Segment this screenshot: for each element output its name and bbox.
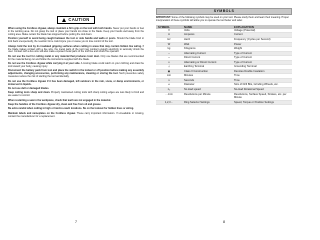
caution-label: CAUTION: [68, 17, 90, 22]
safety-paragraph-text: Properly maintained cutting tools with sharp cutting edges are less likely to bind and are easier to control.: [8, 91, 144, 98]
symbol-cell: V: [156, 29, 182, 33]
intro-important: IMPORTANT:: [156, 16, 171, 19]
name-cell: Kilograms: [182, 47, 232, 52]
safety-paragraph-text: These carry important information. If unreadable or missing, contact the manufacturer for a replacement.: [8, 111, 145, 118]
explanation-cell: Type of Current: [232, 60, 292, 65]
symbol-cell: min: [156, 74, 182, 79]
symbol-cell: s: [156, 78, 182, 83]
safety-paragraph-lead: Position yourself to avoid being caught between the tool or side handle and walls or posts.: [8, 37, 117, 41]
table-row: [156, 92, 292, 100]
warning-triangle-icon: [62, 18, 66, 22]
safety-paragraph-lead: Always hold the tool by its insulated gripping surfaces when cutting in areas that may contain hidden live wiring.: [8, 44, 142, 48]
safety-paragraph-lead: Maintain labels and nameplates on the Cordless Jigsaw.: [8, 111, 76, 115]
symbol-cell: ⌀: [156, 83, 182, 88]
safety-paragraph-text: A moving blade could catch on your clothing and draw the tool toward your body, causing injury.: [8, 62, 144, 69]
safety-paragraph-text: Such preventive safety measures reduce the risk of starting the tool accidentally.: [8, 72, 144, 79]
explanation-cell: No-load Rotational Speed: [232, 88, 292, 93]
symbols-intro: [156, 17, 292, 23]
explanation-cell: Weight: [232, 47, 292, 52]
safety-paragraph-lead: Do not use the Cordless Jigsaw if it has been damaged, left outdoors in the rain, snow, or damp environments, or immersed in liquids.: [8, 79, 144, 86]
safety-paragraph-lead: When using the Cordless Jigsaw, always maintain a firm grip on the tool with both hands.: [8, 27, 113, 30]
safety-paragraph: [8, 81, 144, 87]
safety-paragraph: [8, 70, 144, 79]
safety-paragraph-lead: Do not use the Cordless Jigsaw while carrying it at your side.: [8, 62, 81, 66]
symbol-cell: n₀: [156, 88, 182, 93]
name-cell: Watt: [182, 42, 232, 47]
symbol-cell: …/min: [156, 92, 182, 100]
symbol-cell: ≂: [156, 60, 182, 65]
explanation-cell: Type of Current: [232, 56, 292, 61]
safety-paragraph: [8, 63, 144, 69]
name-cell: Amperes: [182, 33, 232, 38]
safety-paragraph-text: Should the blade bind or kick back unexpectedly, the reaction force could injure you or cause you to lose control of the tool.: [8, 37, 144, 44]
name-cell: Class II Construction: [182, 69, 232, 74]
name-cell: Hertz: [182, 38, 232, 43]
column-header-name: NAME: [182, 25, 232, 29]
explanation-cell: Type of Current: [232, 51, 292, 56]
safety-paragraph: [8, 92, 144, 98]
right-page: [156, 8, 292, 224]
explanation-cell: Power: [232, 42, 292, 47]
symbol-cell: A: [156, 33, 182, 38]
safety-paragraph-lead: Keep cutting tools sharp and clean.: [8, 91, 51, 95]
explanation-cell: Grounding Terminal: [232, 65, 292, 70]
page-number-left: 7: [75, 220, 77, 224]
safety-paragraph-text: If the blade makes contact with a live wire, the metal parts of the tool may conduct enough electricity to seriously shock the user. Contact with a live wire will also make exposed metal parts of the tool live and shock the operator.: [8, 44, 144, 54]
symbol-cell: Hz: [156, 38, 182, 43]
page-number-right: 8: [223, 220, 225, 224]
intro-text: Some of the following symbols may be used on your tool. Please study them and learn their meaning. Proper interpretation of these symbols will allow you to operate the tool better and safer.: [156, 16, 289, 22]
symbol-cell: ▣: [156, 69, 182, 74]
safety-paragraph: [8, 38, 144, 44]
name-cell: Earthing Terminal: [182, 65, 232, 70]
safety-paragraph-lead: Disconnect the battery pack from tool and place the switch in the locked or off position before making any assembly adjustments, changing accessories, performing any maintenance, cleaning or storing the tool.: [8, 69, 144, 76]
safety-paragraph-text: Never put your hands or feet in the working area. Do not grasp the tool or place your hands too close to the blade. Keep your hands well away from the cutting area. Make certain the blade has stopped before putting the tool down.: [8, 27, 144, 36]
safety-paragraph: [8, 28, 144, 37]
name-cell: Alternating Current: [182, 51, 232, 56]
symbol-cell: ⎓: [156, 56, 182, 61]
explanation-cell: Size of Drill Bits, Grinding Wheels, etc.: [232, 83, 292, 88]
column-header-explanation: EXPLANATION: [232, 25, 292, 29]
symbol-cell: kg: [156, 47, 182, 52]
symbol-cell: 1,2,3…: [156, 100, 182, 105]
symbol-cell: W: [156, 42, 182, 47]
safety-paragraph-lead: When restarting a saw in the workpiece, check that teeth are not engaged in the material.: [8, 98, 111, 102]
name-cell: Volts: [182, 29, 232, 33]
name-cell: Diameter: [182, 83, 232, 88]
explanation-cell: Voltage (Potential): [232, 29, 292, 33]
column-header-symbol: SYMBOL: [156, 25, 182, 29]
name-cell: Revolutions per Minute: [182, 92, 232, 100]
safety-paragraph: [8, 113, 144, 119]
symbols-header: SYMBOLS: [156, 8, 292, 15]
table-row: [156, 100, 292, 105]
safety-paragraphs: [8, 28, 144, 119]
explanation-cell: Current: [232, 33, 292, 38]
name-cell: Alternating or Direct Current: [182, 60, 232, 65]
explanation-cell: Denotes Double Insulation: [232, 69, 292, 74]
explanation-cell: Revolutions, Surface Speed, Strokes, etc. per Minute: [232, 92, 292, 100]
left-page: [8, 8, 144, 224]
explanation-cell: Speed, Torque or Position Settings: [232, 100, 292, 105]
symbols-table: [156, 25, 292, 105]
caution-box: [8, 8, 144, 26]
safety-paragraph-lead: Be extra careful when cutting in high or hard-to-reach locations. Be on the lookout for hidden lines or wiring.: [8, 107, 134, 111]
name-cell: Seconds: [182, 78, 232, 83]
explanation-cell: Time: [232, 78, 292, 83]
safety-paragraph: [8, 46, 144, 55]
explanation-cell: Time: [232, 74, 292, 79]
safety-paragraph-lead: Do not use dull or damaged blades.: [8, 86, 50, 90]
name-cell: Direct Current: [182, 56, 232, 61]
safety-paragraph-lead: Do not use the tool for cutting metal or any material that produces toxic dust.: [8, 54, 100, 58]
name-cell: Ring Selector Settings: [182, 100, 232, 105]
symbol-cell: ~: [156, 51, 182, 56]
name-cell: No load speed: [182, 88, 232, 93]
name-cell: Minutes: [182, 74, 232, 79]
explanation-cell: Frequency (Cycles per Second): [232, 38, 292, 43]
safety-paragraph-lead: Keep the handles of the Cordless Jigsaw dry, clean and free from oil and grease.: [8, 102, 102, 106]
safety-paragraph-text: Only use blades that are recommended for the material being cut and follow the instructions supplied with the blade.: [8, 54, 144, 61]
safety-paragraph: [8, 56, 144, 62]
symbol-cell: ⏚: [156, 65, 182, 70]
